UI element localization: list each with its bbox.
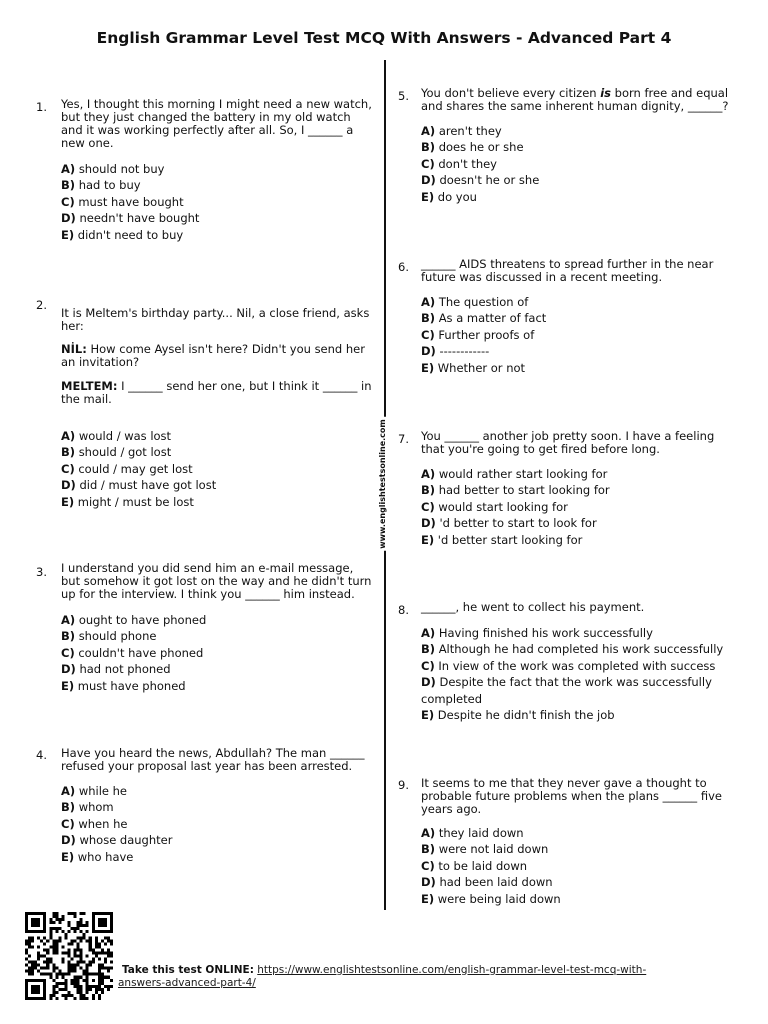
option-letter: E)	[61, 678, 75, 693]
option-b	[421, 310, 739, 327]
option-d	[421, 674, 739, 707]
option-text: should / got lost	[78, 445, 172, 460]
option-text: did / must have got lost	[79, 478, 217, 493]
option-letter: E)	[421, 708, 435, 723]
option-b	[61, 799, 379, 816]
text-line: and shares the same inherent human dignity, ______?	[421, 98, 729, 113]
question-text	[421, 777, 722, 816]
option-e	[421, 891, 739, 908]
answer-options	[421, 625, 739, 724]
text-segment: born free and equal	[611, 85, 729, 100]
option-letter: A)	[421, 123, 436, 138]
option-letter: E)	[421, 532, 435, 547]
option-c	[421, 499, 739, 516]
option-text: would start looking for	[438, 499, 568, 514]
option-text: needn't have bought	[79, 211, 200, 226]
option-letter: E)	[421, 189, 435, 204]
text-line	[421, 87, 728, 100]
question-paragraph	[421, 258, 713, 284]
option-text: were being laid down	[437, 891, 561, 906]
option-e	[421, 360, 739, 377]
option-c	[421, 156, 739, 173]
option-text: would / was lost	[78, 428, 172, 443]
option-text: As a matter of fact	[438, 311, 547, 326]
text-line: an invitation?	[61, 355, 140, 369]
question-paragraph	[61, 747, 365, 773]
option-letter: D)	[421, 344, 436, 359]
question-text	[421, 430, 714, 456]
option-letter: C)	[61, 816, 75, 831]
question-paragraph	[61, 380, 372, 406]
option-letter: C)	[61, 194, 75, 209]
text-line: It seems to me that they never gave a thought to	[421, 775, 707, 790]
option-letter: A)	[421, 294, 436, 309]
option-letter: E)	[61, 849, 75, 864]
option-letter: C)	[61, 645, 75, 660]
option-a	[61, 161, 379, 178]
option-a	[61, 783, 379, 800]
option-letter: B)	[421, 140, 436, 155]
option-d	[421, 172, 739, 189]
text-line: up for the interview. I think you ______ him instead.	[61, 586, 355, 601]
text-line: the mail.	[61, 391, 112, 406]
text-line: I understand you did send him an e-mail message,	[61, 560, 354, 575]
question-paragraph	[61, 98, 372, 150]
option-letter: E)	[421, 891, 435, 906]
text-line: new one.	[61, 135, 114, 150]
option-text: were not laid down	[438, 842, 549, 857]
question-text	[421, 258, 713, 284]
option-c	[61, 645, 379, 662]
question-paragraph	[421, 87, 728, 113]
text-line: but somehow it got lost on the way and he didn't turn	[61, 573, 372, 588]
option-letter: C)	[421, 658, 435, 673]
emphasized-word: is	[600, 85, 612, 100]
question-text	[61, 562, 371, 601]
text-line	[61, 380, 372, 393]
option-text: ought to have phoned	[78, 612, 207, 627]
text-line: but they just changed the battery in my old watch	[61, 109, 351, 124]
option-letter: B)	[61, 445, 76, 460]
option-text: don't they	[438, 156, 497, 171]
option-letter: A)	[61, 428, 76, 443]
question-number: 9.	[398, 777, 409, 792]
option-letter: A)	[421, 625, 436, 640]
footer-line	[122, 964, 646, 977]
option-text: had better to start looking for	[438, 483, 610, 498]
text-line: her:	[61, 318, 84, 333]
question-text	[421, 87, 728, 113]
option-text: Having finished his work successfully	[438, 625, 653, 640]
option-a	[421, 825, 739, 842]
answer-options	[421, 825, 739, 908]
answer-options	[421, 466, 739, 549]
option-text: when he	[78, 816, 128, 831]
option-a	[421, 625, 739, 642]
text-line: probable future problems when the plans ______ five	[421, 788, 722, 803]
option-text: Despite the fact that the work was successfully completed	[421, 675, 712, 706]
option-text: didn't need to buy	[77, 227, 184, 242]
option-e	[421, 707, 739, 724]
option-letter: B)	[421, 842, 436, 857]
website-watermark: www.englishtestsonline.com	[378, 419, 387, 549]
option-text: must have bought	[78, 194, 184, 209]
option-text: should not buy	[78, 161, 165, 176]
question-number: 2.	[36, 297, 47, 312]
option-c	[421, 858, 739, 875]
option-letter: C)	[61, 461, 75, 476]
option-letter: D)	[61, 211, 76, 226]
question-number: 5.	[398, 88, 409, 103]
option-d	[61, 477, 379, 494]
option-letter: B)	[421, 483, 436, 498]
option-text: while he	[78, 783, 127, 798]
option-a	[421, 294, 739, 311]
text-line: that you're going to get fired before long.	[421, 441, 660, 456]
test-url-link-continued[interactable]: answers-advanced-part-4/	[118, 976, 256, 989]
qr-code	[25, 912, 113, 1000]
option-e	[421, 189, 739, 206]
option-letter: D)	[61, 662, 76, 677]
option-c	[61, 194, 379, 211]
option-b	[421, 139, 739, 156]
option-text: Despite he didn't finish the job	[437, 708, 615, 723]
question-number: 6.	[398, 259, 409, 274]
option-text: Although he had completed his work successfully	[438, 642, 724, 657]
option-a	[421, 466, 739, 483]
option-text: would rather start looking for	[438, 466, 608, 481]
option-letter: C)	[421, 156, 435, 171]
option-text: does he or she	[438, 140, 524, 155]
option-c	[61, 461, 379, 478]
option-text: Further proofs of	[438, 327, 535, 342]
option-letter: A)	[421, 466, 436, 481]
question-number: 8.	[398, 602, 409, 617]
option-text: The question of	[438, 294, 529, 309]
text-line: refused your proposal last year has been arrested.	[61, 758, 353, 773]
option-e	[61, 849, 379, 866]
option-letter: B)	[61, 178, 76, 193]
option-text: doesn't he or she	[439, 173, 540, 188]
option-d	[61, 832, 379, 849]
option-b	[421, 482, 739, 499]
option-letter: A)	[61, 161, 76, 176]
option-letter: D)	[421, 173, 436, 188]
test-url-link[interactable]: https://www.englishtestsonline.com/english-grammar-level-test-mcq-with-	[257, 963, 647, 976]
option-letter: A)	[61, 783, 76, 798]
option-d	[421, 343, 739, 360]
option-text: who have	[77, 849, 134, 864]
footer-line	[118, 977, 256, 990]
page-title: English Grammar Level Test MCQ With Answers - Advanced Part 4	[96, 29, 672, 47]
text-segment: How come Aysel isn't here? Didn't you send her	[86, 342, 365, 356]
option-letter: D)	[61, 478, 76, 493]
question-paragraph	[421, 430, 714, 456]
question-number: 3.	[36, 564, 47, 579]
option-letter: B)	[61, 629, 76, 644]
text-line: years ago.	[421, 801, 482, 816]
option-b	[421, 841, 739, 858]
answer-options	[421, 294, 739, 377]
text-segment: I ______ send her one, but I think it ______ in	[117, 378, 372, 393]
option-letter: D)	[421, 516, 436, 531]
text-line: It is Meltem's birthday party... Nil, a close friend, asks	[61, 305, 370, 320]
option-letter: D)	[421, 675, 436, 690]
option-text: had to buy	[78, 178, 141, 193]
option-e	[61, 494, 379, 511]
text-line: You ______ another job pretty soon. I have a feeling	[421, 428, 715, 443]
option-letter: B)	[61, 800, 76, 815]
answer-options	[61, 428, 379, 511]
question-number: 1.	[36, 99, 47, 114]
option-text: had not phoned	[79, 662, 171, 677]
option-letter: E)	[421, 360, 435, 375]
option-text: to be laid down	[438, 858, 528, 873]
option-e	[421, 532, 739, 549]
option-b	[61, 177, 379, 194]
option-text: whose daughter	[79, 833, 173, 848]
option-e	[61, 678, 379, 695]
option-text: had been laid down	[439, 875, 553, 890]
option-letter: E)	[61, 494, 75, 509]
option-b	[421, 641, 739, 658]
option-letter: C)	[421, 327, 435, 342]
text-segment: You don't believe every citizen	[421, 85, 601, 100]
option-text: could / may get lost	[78, 461, 193, 476]
answer-options	[421, 123, 739, 206]
question-paragraph	[421, 777, 722, 816]
text-line: Yes, I thought this morning I might need a new watch,	[61, 96, 372, 111]
question-paragraph	[61, 307, 372, 333]
answer-options	[61, 612, 379, 695]
text-line: ______, he went to collect his payment.	[421, 599, 645, 614]
answer-options	[61, 783, 379, 866]
answer-options	[61, 161, 379, 244]
option-d	[61, 210, 379, 227]
option-b	[61, 628, 379, 645]
option-letter: C)	[421, 858, 435, 873]
question-number: 7.	[398, 431, 409, 446]
option-text: do you	[437, 189, 477, 204]
option-text: Whether or not	[437, 360, 526, 375]
question-text	[61, 98, 372, 150]
option-text: must have phoned	[77, 678, 186, 693]
text-line: and it was working perfectly after all. So, I ______ a	[61, 122, 354, 137]
footer-label: Take this test ONLINE:	[122, 963, 254, 976]
option-letter: E)	[61, 227, 75, 242]
option-d	[61, 661, 379, 678]
option-text: should phone	[78, 629, 157, 644]
option-a	[421, 123, 739, 140]
option-c	[421, 658, 739, 675]
option-text: couldn't have phoned	[78, 645, 204, 660]
text-line: future was discussed in a recent meeting.	[421, 269, 663, 284]
option-b	[61, 444, 379, 461]
option-e	[61, 227, 379, 244]
text-line: Have you heard the news, Abdullah? The man ______	[61, 745, 365, 760]
speaker-label: NİL:	[61, 342, 87, 356]
option-text: they laid down	[438, 825, 524, 840]
option-text: whom	[78, 800, 114, 815]
option-letter: B)	[421, 642, 436, 657]
option-text: In view of the work was completed with success	[438, 658, 716, 673]
question-text	[421, 601, 644, 614]
option-text: aren't they	[438, 123, 502, 138]
option-d	[421, 515, 739, 532]
option-letter: A)	[61, 612, 76, 627]
option-text: might / must be lost	[77, 494, 194, 509]
option-text: 'd better start looking for	[437, 532, 583, 547]
text-line: ______ AIDS threatens to spread further in the near	[421, 256, 714, 271]
question-text	[61, 747, 365, 773]
speaker-label: MELTEM:	[61, 378, 118, 393]
question-number: 4.	[36, 747, 47, 762]
question-paragraph	[61, 343, 372, 369]
option-letter: D)	[421, 875, 436, 890]
option-letter: D)	[61, 833, 76, 848]
option-text: ------------	[439, 344, 490, 359]
option-a	[61, 428, 379, 445]
option-c	[61, 816, 379, 833]
question-paragraph	[61, 562, 371, 601]
option-letter: B)	[421, 311, 436, 326]
question-paragraph	[421, 601, 644, 614]
option-d	[421, 874, 739, 891]
option-a	[61, 612, 379, 629]
option-text: 'd better to start to look for	[439, 516, 597, 531]
option-letter: A)	[421, 825, 436, 840]
option-letter: C)	[421, 499, 435, 514]
question-text	[61, 307, 372, 406]
option-c	[421, 327, 739, 344]
